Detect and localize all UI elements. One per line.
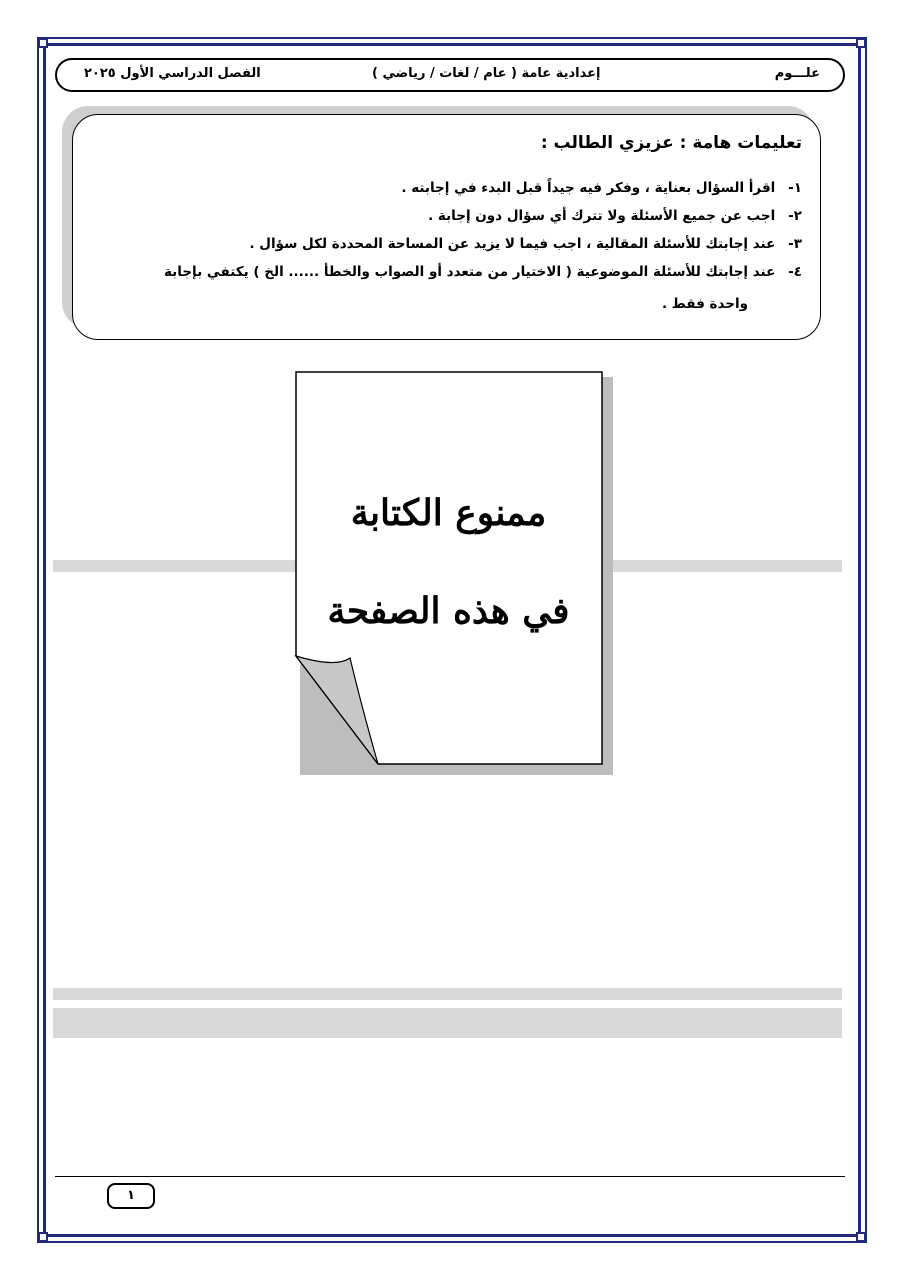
instruction-number: ٤- (788, 264, 802, 280)
instruction-text: عند إجابتك للأسئلة المقالية ، اجب فيما لا يزيد عن المساحة المحددة لكل سؤال . (249, 236, 776, 252)
header-grade: إعدادية عامة ( عام / لغات / رياضي ) (372, 66, 601, 81)
note-paper (292, 368, 612, 778)
no-writing-line-2: في هذه الصفحة (327, 590, 570, 632)
instruction-number: ٢- (788, 208, 802, 224)
instruction-text: عند إجابتك للأسئلة الموضوعية ( الاختيار من متعدد أو الصواب والخطأ ...... الخ ) يكتفي بإجابة (164, 264, 776, 280)
grey-band (53, 1008, 842, 1038)
frame-corner-ornament (856, 38, 866, 48)
instruction-item (249, 236, 802, 252)
instruction-item (401, 180, 802, 196)
instructions-title: تعليمات هامة : عزيزي الطالب : (540, 133, 802, 153)
instruction-text: اجب عن جميع الأسئلة ولا تترك أي سؤال دون إجابة . (428, 208, 776, 224)
instruction-item (428, 208, 802, 224)
frame-corner-ornament (38, 1232, 48, 1242)
instruction-number: ١- (788, 180, 802, 196)
header-term: الفصل الدراسي الأول ٢٠٢٥ (84, 66, 261, 81)
page-number: ١ (107, 1183, 155, 1209)
grey-band (53, 988, 842, 1000)
header-subject: علـــوم (774, 66, 820, 81)
frame-corner-ornament (856, 1232, 866, 1242)
footer-divider (55, 1176, 845, 1177)
no-writing-line-1: ممنوع الكتابة (350, 492, 547, 534)
instruction-continuation: واحدة فقط . (661, 296, 748, 312)
instruction-number: ٣- (788, 236, 802, 252)
instruction-item (164, 264, 802, 280)
frame-corner-ornament (38, 38, 48, 48)
instruction-text: اقرأ السؤال بعناية ، وفكر فيه جيداً قبل البدء في إجابته . (401, 180, 776, 196)
